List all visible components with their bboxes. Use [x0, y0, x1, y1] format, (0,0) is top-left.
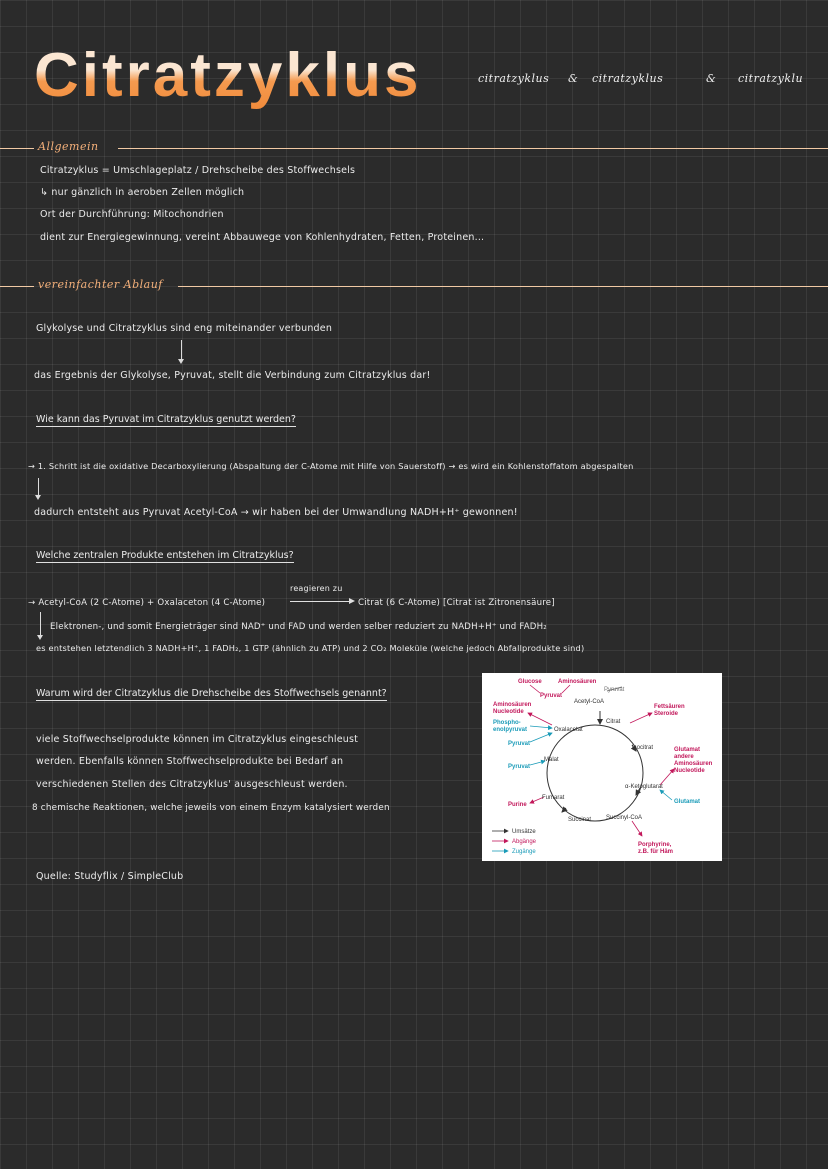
page-title: Citratzyklus [34, 41, 422, 110]
source-note: Quelle: Studyflix / SimpleClub [36, 871, 184, 882]
label-pyruvat-top: Pyruvat [540, 693, 563, 699]
label-andere: andere [674, 754, 694, 760]
section-heading-ablauf: vereinfachter Ablauf [38, 278, 163, 291]
in-arrow [660, 790, 672, 800]
label-fettsaeuren: Fettsäuren [654, 704, 685, 710]
text-line: es entstehen letztendlich 3 NADH+H⁺, 1 FADH₂, 1 GTP (ähnlich zu ATP) und 2 CO₂ Moleküle (welche jedoch Abfallprodukte sind) [36, 643, 585, 653]
text-line: ↳ nur gänzlich in aeroben Zellen möglich [40, 187, 245, 198]
legend-zugaenge: Zugänge [512, 849, 536, 855]
title-scribble-amp-2: & [706, 72, 717, 85]
down-arrow-icon [38, 478, 39, 496]
section-rule-left [0, 286, 34, 287]
legend-abgaenge: Abgänge [512, 839, 537, 845]
reaction-right: Citrat (6 C-Atome) [Citrat ist Zitronensäure] [358, 598, 555, 608]
in-arrow [562, 685, 570, 693]
text-line: Glykolyse und Citratzyklus sind eng miteinander verbunden [36, 323, 333, 334]
label-enolpyruvat: enolpyruvat [493, 727, 528, 733]
title-scribble-amp-1: & [568, 72, 579, 85]
text-line: verschiedenen Stellen des Citratzyklus' ausgeschleust werden. [36, 779, 348, 790]
label-pyruvat-left1: Pyruvat [508, 741, 531, 747]
label-glutamat-pink: Glutamat [674, 747, 701, 753]
right-arrow-icon [290, 601, 350, 602]
label-glutamat-cyan: Glutamat [674, 799, 701, 805]
label-phospho: Phospho- [493, 720, 521, 726]
label-succinyl-coa: Succinyl-CoA [606, 815, 643, 821]
label-isocitrat: Isocitrat [632, 745, 654, 751]
label-pyruvat-grey: Pyruvat [604, 687, 625, 693]
out-arrow [660, 769, 674, 785]
text-line: Elektronen-, und somit Energieträger sind NAD⁺ und FAD und werden selber reduziert zu NADH+H⁺ und FADH₂ [50, 622, 547, 632]
label-aminosaeuren-right: Aminosäuren [674, 761, 713, 767]
down-arrow-icon [40, 612, 41, 636]
label-haem: z.B. für Häm [638, 849, 674, 855]
label-ketoglutarat: α-Ketoglutarat [625, 784, 663, 790]
in-arrow [530, 733, 552, 742]
label-oxalacetat: Oxalacetat [554, 727, 583, 733]
text-line: Ort der Durchführung: Mitochondrien [40, 209, 224, 220]
label-porphyrine: Porphyrine, [638, 842, 672, 848]
out-arrow [632, 821, 642, 836]
cycle-ring [547, 725, 643, 821]
label-aminosaeuren-left: Aminosäuren [493, 702, 532, 708]
in-arrow [530, 761, 545, 765]
label-nucleotide-right: Nucleotide [674, 768, 705, 774]
question-heading: Wie kann das Pyruvat im Citratzyklus genutzt werden? [36, 414, 296, 425]
down-arrow-icon [181, 340, 182, 360]
section-rule-left [0, 148, 34, 149]
text-line: 8 chemische Reaktionen, welche jeweils von einem Enzym katalysiert werden [32, 803, 390, 813]
reaction-left: → Acetyl-CoA (2 C-Atome) + Oxalaceton (4 C-Atome) [28, 598, 266, 608]
in-arrow [530, 726, 552, 728]
in-arrow [530, 685, 540, 693]
title-scribble-2: citratzyklus [592, 72, 664, 85]
citric-acid-cycle-diagram [482, 673, 722, 861]
label-succinat: Succinat [568, 817, 592, 823]
title-scribble-3: citratzyklu [738, 72, 804, 85]
label-acetyl-coa: Acetyl-CoA [574, 699, 605, 705]
text-line: werden. Ebenfalls können Stoffwechselprodukte bei Bedarf an [36, 756, 344, 767]
arrow-head-icon [349, 598, 355, 604]
label-aminosaeuren-top: Aminosäuren [558, 679, 597, 685]
question-heading: Welche zentralen Produkte entstehen im Citratzyklus? [36, 550, 294, 561]
label-nucleotide-left: Nucleotide [493, 709, 524, 715]
text-line: viele Stoffwechselprodukte können im Citratzyklus eingeschleust [36, 734, 359, 745]
label-malat: Malat [544, 757, 559, 763]
label-steroide: Steroide [654, 711, 679, 717]
section-rule-right [118, 148, 828, 149]
title-scribble-1: citratzyklus [478, 72, 550, 85]
label-purine: Purine [508, 802, 527, 808]
section-heading-allgemein: Allgemein [38, 140, 99, 153]
text-line: Citratzyklus = Umschlageplatz / Drehscheibe des Stoffwechsels [40, 165, 356, 176]
question-heading: Warum wird der Citratzyklus die Drehscheibe des Stoffwechsels genannt? [36, 688, 387, 699]
text-line: dient zur Energiegewinnung, vereint Abbauwege von Kohlenhydraten, Fetten, Proteinen... [40, 232, 485, 243]
section-rule-right [178, 286, 828, 287]
text-line: dadurch entsteht aus Pyruvat Acetyl-CoA → wir haben bei der Umwandlung NADH+H⁺ gewonnen! [34, 507, 518, 518]
out-arrow [528, 713, 552, 725]
label-pyruvat-left2: Pyruvat [508, 764, 531, 770]
out-arrow [630, 713, 652, 723]
text-line: → 1. Schritt ist die oxidative Decarboxylierung (Abspaltung der C-Atome mit Hilfe von Sauerstoff) → es wird ein Kohlenstoffatom abgespalten [28, 461, 634, 471]
legend-umsaetze: Umsätze [512, 829, 536, 835]
label-fumarat: Fumarat [542, 795, 565, 801]
label-glucose: Glucose [518, 679, 542, 685]
reaction-label: reagieren zu [290, 584, 343, 593]
text-line: das Ergebnis der Glykolyse, Pyruvat, stellt die Verbindung zum Citratzyklus dar! [34, 370, 431, 381]
label-citrat: Citrat [606, 719, 621, 725]
